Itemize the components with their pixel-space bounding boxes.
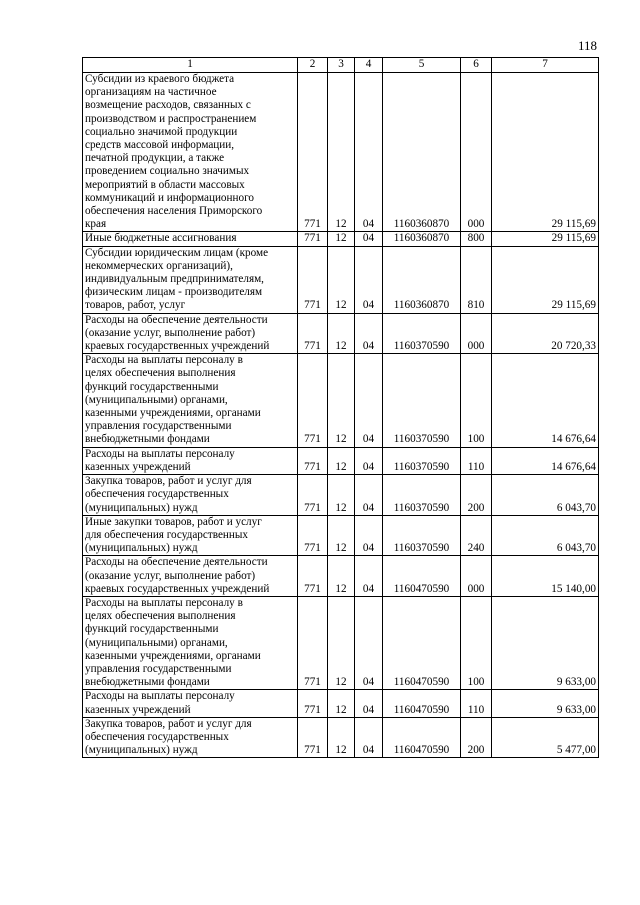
table-row (83, 596, 599, 689)
subsection-code: 04 (355, 232, 383, 246)
subsection-code: 04 (355, 246, 383, 313)
subsection-code: 04 (355, 596, 383, 689)
section-code: 12 (328, 717, 355, 758)
amount: 29 115,69 (492, 73, 599, 232)
column-number-header: 7 (492, 58, 599, 73)
section-code: 12 (328, 246, 355, 313)
row-description: Иные закупки товаров, работ и услуг для обеспечения государственных (муниципальных) нужд (83, 515, 298, 556)
expense-type-code: 240 (461, 515, 492, 556)
expense-type-code: 000 (461, 73, 492, 232)
ministry-code: 771 (298, 73, 328, 232)
ministry-code: 771 (298, 717, 328, 758)
row-description: Расходы на обеспечение деятельности (оказание услуг, выполнение работ) краевых государственных учреждений (83, 313, 298, 354)
amount: 14 676,64 (492, 447, 599, 474)
table-row (83, 354, 599, 447)
target-article-code: 1160360870 (383, 73, 461, 232)
ministry-code: 771 (298, 447, 328, 474)
target-article-code: 1160370590 (383, 447, 461, 474)
ministry-code: 771 (298, 354, 328, 447)
section-code: 12 (328, 515, 355, 556)
amount: 29 115,69 (492, 232, 599, 246)
amount: 5 477,00 (492, 717, 599, 758)
target-article-code: 1160360870 (383, 246, 461, 313)
section-code: 12 (328, 556, 355, 597)
column-number-row (83, 58, 599, 73)
table-row (83, 556, 599, 597)
row-description: Субсидии юридическим лицам (кроме некоммерческих организаций), индивидуальным предпринимателям, физическим лицам - производителям товаров, работ, услуг (83, 246, 298, 313)
expense-type-code: 000 (461, 556, 492, 597)
column-number-header: 2 (298, 58, 328, 73)
table-row (83, 690, 599, 717)
subsection-code: 04 (355, 690, 383, 717)
table-row (83, 232, 599, 246)
row-description: Закупка товаров, работ и услуг для обеспечения государственных (муниципальных) нужд (83, 475, 298, 516)
target-article-code: 1160370590 (383, 515, 461, 556)
section-code: 12 (328, 232, 355, 246)
expense-type-code: 200 (461, 717, 492, 758)
ministry-code: 771 (298, 313, 328, 354)
subsection-code: 04 (355, 313, 383, 354)
table-row (83, 313, 599, 354)
section-code: 12 (328, 596, 355, 689)
ministry-code: 771 (298, 246, 328, 313)
subsection-code: 04 (355, 354, 383, 447)
amount: 14 676,64 (492, 354, 599, 447)
table-row (83, 447, 599, 474)
budget-table (82, 57, 599, 758)
row-description: Расходы на выплаты персоналу казенных учреждений (83, 447, 298, 474)
amount: 15 140,00 (492, 556, 599, 597)
amount: 29 115,69 (492, 246, 599, 313)
subsection-code: 04 (355, 717, 383, 758)
row-description: Расходы на обеспечение деятельности (оказание услуг, выполнение работ) краевых государственных учреждений (83, 556, 298, 597)
target-article-code: 1160370590 (383, 354, 461, 447)
row-description: Расходы на выплаты персоналу казенных учреждений (83, 690, 298, 717)
expense-type-code: 100 (461, 596, 492, 689)
expense-type-code: 800 (461, 232, 492, 246)
subsection-code: 04 (355, 73, 383, 232)
ministry-code: 771 (298, 690, 328, 717)
section-code: 12 (328, 690, 355, 717)
target-article-code: 1160360870 (383, 232, 461, 246)
expense-type-code: 110 (461, 447, 492, 474)
subsection-code: 04 (355, 515, 383, 556)
section-code: 12 (328, 73, 355, 232)
column-number-header: 3 (328, 58, 355, 73)
expense-type-code: 000 (461, 313, 492, 354)
row-description: Субсидии из краевого бюджета организациям на частичное возмещение расходов, связанных с производством и распространением социально значимой продукции средств массовой информации, печатной продукции, а также проведением социально значимых мероприятий в области массовых коммуникаций и информационного обеспечения населения Приморского края (83, 73, 298, 232)
target-article-code: 1160370590 (383, 475, 461, 516)
amount: 20 720,33 (492, 313, 599, 354)
amount: 9 633,00 (492, 596, 599, 689)
section-code: 12 (328, 313, 355, 354)
amount: 6 043,70 (492, 475, 599, 516)
column-number-header: 6 (461, 58, 492, 73)
target-article-code: 1160370590 (383, 313, 461, 354)
target-article-code: 1160470590 (383, 717, 461, 758)
target-article-code: 1160470590 (383, 690, 461, 717)
amount: 9 633,00 (492, 690, 599, 717)
row-description: Закупка товаров, работ и услуг для обеспечения государственных (муниципальных) нужд (83, 717, 298, 758)
section-code: 12 (328, 447, 355, 474)
ministry-code: 771 (298, 475, 328, 516)
amount: 6 043,70 (492, 515, 599, 556)
expense-type-code: 110 (461, 690, 492, 717)
section-code: 12 (328, 475, 355, 516)
row-description: Расходы на выплаты персоналу в целях обеспечения выполнения функций государственными (муниципальными) органами, казенными учреждениями, органами управления государственными внебюджетными фондами (83, 354, 298, 447)
expense-type-code: 810 (461, 246, 492, 313)
expense-type-code: 200 (461, 475, 492, 516)
table-row (83, 717, 599, 758)
table-row (83, 246, 599, 313)
subsection-code: 04 (355, 447, 383, 474)
target-article-code: 1160470590 (383, 596, 461, 689)
table-body (83, 73, 599, 758)
ministry-code: 771 (298, 556, 328, 597)
subsection-code: 04 (355, 556, 383, 597)
column-number-header: 1 (83, 58, 298, 73)
table-row (83, 73, 599, 232)
ministry-code: 771 (298, 515, 328, 556)
row-description: Иные бюджетные ассигнования (83, 232, 298, 246)
expense-type-code: 100 (461, 354, 492, 447)
subsection-code: 04 (355, 475, 383, 516)
table-row (83, 515, 599, 556)
row-description: Расходы на выплаты персоналу в целях обеспечения выполнения функций государственными (муниципальными) органами, казенными учреждениями, органами управления государственными внебюджетными фондами (83, 596, 298, 689)
ministry-code: 771 (298, 232, 328, 246)
table-row (83, 475, 599, 516)
page-number: 118 (577, 38, 597, 53)
column-number-header: 4 (355, 58, 383, 73)
target-article-code: 1160470590 (383, 556, 461, 597)
section-code: 12 (328, 354, 355, 447)
ministry-code: 771 (298, 596, 328, 689)
column-number-header: 5 (383, 58, 461, 73)
